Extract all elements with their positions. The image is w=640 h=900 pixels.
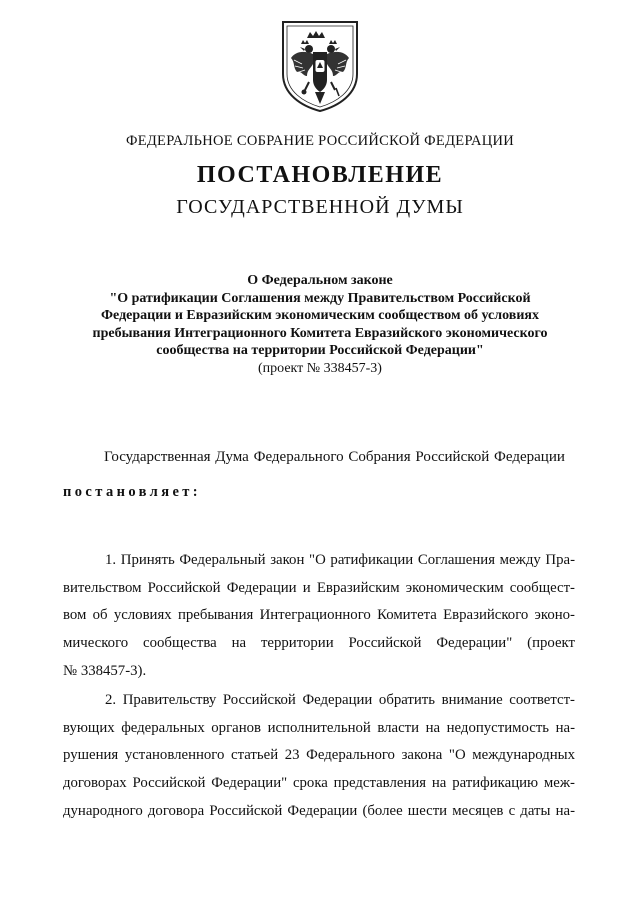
paragraph-line: 2. Правительству Российской Федерации обратить внимание соответст- <box>105 692 575 708</box>
paragraph-line: № 338457-3). <box>63 662 147 679</box>
paragraph-1 <box>63 547 575 686</box>
law-title-line: пребывания Интеграционного Комитета Евразийского экономического <box>92 325 548 341</box>
paragraph-line: рушения установленного статьей 23 Федерального закона "О международных <box>63 747 575 764</box>
law-title-line: "О ратификации Соглашения между Правительством Российской <box>109 290 531 306</box>
law-title-line: сообщества на территории Российской Федерации" <box>156 343 484 359</box>
paragraph-line: вительством Российской Федерации и Евразийским экономическим сообщест- <box>63 579 575 596</box>
coat-of-arms-icon <box>277 18 363 114</box>
paragraph-line: вующих федеральных органов исполнительной власти на недопустимость на- <box>63 719 575 736</box>
issuer-subtitle: ГОСУДАРСТВЕННОЙ ДУМЫ <box>176 196 464 218</box>
law-title-block <box>60 272 580 378</box>
paragraph-line: вом об условиях пребывания Интеграционного Комитета Евразийского эконо- <box>63 607 575 624</box>
paragraph-line: 1. Принять Федеральный закон "О ратификации Соглашения между Пра- <box>105 552 575 568</box>
law-title-line: Федерации и Евразийским экономическим сообществом об условиях <box>101 308 539 324</box>
project-number: (проект № 338457-3) <box>258 360 382 376</box>
paragraph-line: договорах Российской Федерации" срока представления на ратификацию меж- <box>63 775 575 792</box>
paragraph-2 <box>63 687 575 826</box>
preamble-text: Государственная Дума Федерального Собрания Российской Федерации <box>104 449 565 465</box>
assembly-heading: ФЕДЕРАЛЬНОЕ СОБРАНИЕ РОССИЙСКОЙ ФЕДЕРАЦИИ <box>125 133 515 149</box>
paragraph-line: дународного договора Российской Федерации (более шести месяцев с даты на- <box>63 802 575 819</box>
document-type-title: ПОСТАНОВЛЕНИЕ <box>196 162 444 188</box>
law-title-line: О Федеральном законе <box>247 273 393 288</box>
paragraph-line: мического сообщества на территории Российской Федерации" (проект <box>63 635 575 652</box>
resolves-heading: постановляет: <box>63 484 202 500</box>
